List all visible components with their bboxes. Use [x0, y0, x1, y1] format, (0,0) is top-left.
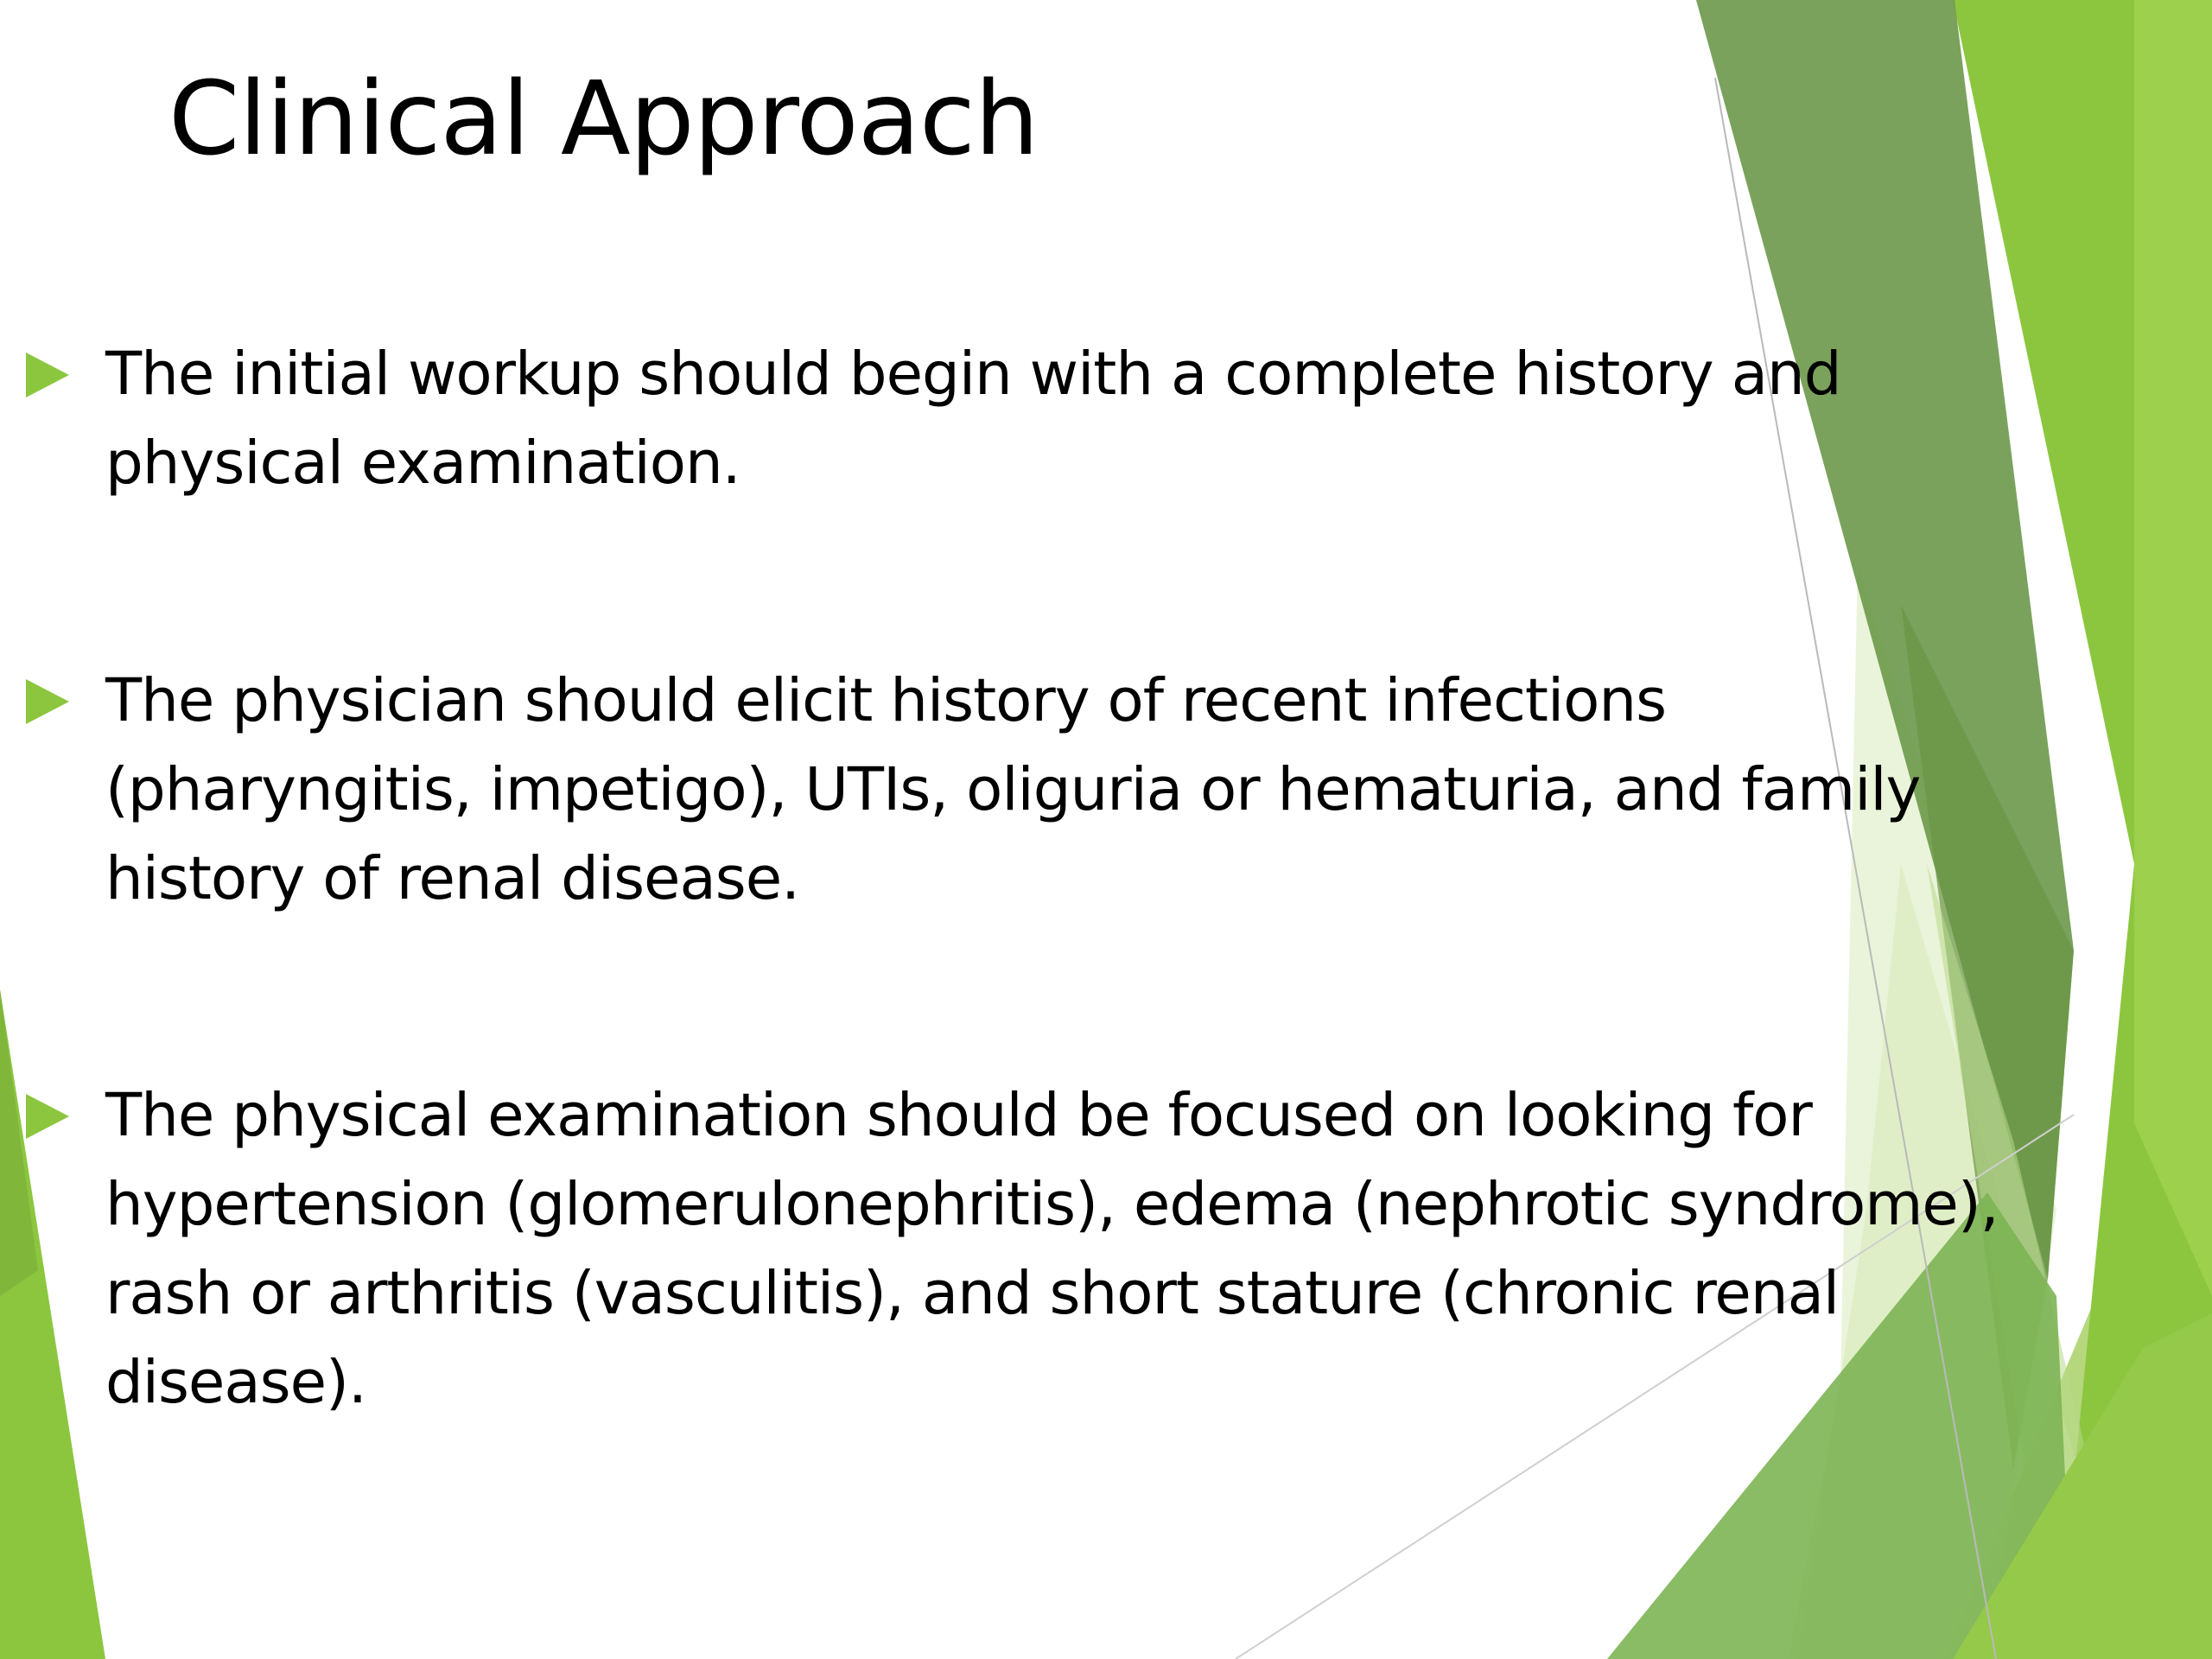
bullet-line: disease). [105, 1348, 366, 1417]
bullet-line: history of renal disease. [105, 844, 800, 913]
triangle-right-icon [26, 353, 69, 397]
bullet-line: physical examination. [105, 429, 741, 498]
triangle-right-icon [26, 1094, 69, 1139]
bullet-line: The initial workup should begin with a complete history and [105, 340, 1841, 409]
bullet-text [105, 1071, 2162, 1427]
triangle-right-icon [26, 679, 69, 724]
bullet-text [105, 657, 2162, 924]
bullet-line: (pharyngitis, impetigo), UTIs, oliguria or hematuria, and family [105, 755, 1921, 824]
bullet-line: rash or arthritis (vasculitis), and short stature (chronic renal [105, 1259, 1840, 1328]
slide-title: Clinical Approach [168, 59, 1039, 178]
bullet-line: The physician should elicit history of recent infections [105, 666, 1667, 735]
bullet-line: hypertension (glomerulonephritis), edema (nephrotic syndrome), [105, 1170, 1999, 1239]
bullet-text [105, 330, 2162, 508]
bullet-line: The physical examination should be focused on looking for [105, 1081, 1812, 1150]
